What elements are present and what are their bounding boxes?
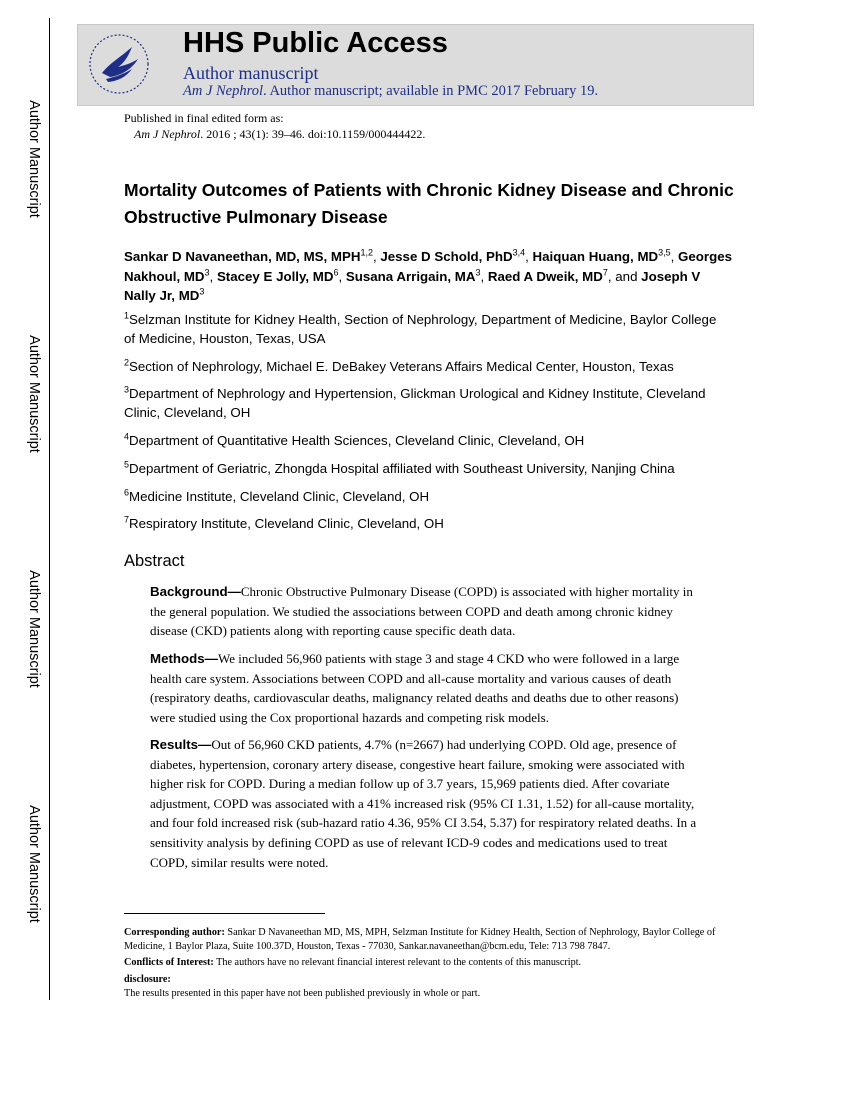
affiliation: $^3$Department of Nephrology and Hypertension, Glickman Urological and Kidney Institute, Cleveland Clinic, Cleveland, OH (124, 384, 706, 420)
affiliation: $^5$Department of Geriatric, Zhongda Hospital affiliated with Southeast University, Nanjing China (124, 459, 675, 476)
published-info: Published in final edited form as: Am J Nephrol. 2016 ; 43(1): 39–46. doi:10.1159/000444422. (124, 111, 426, 141)
affiliation: $^1$Selzman Institute for Kidney Health, Section of Nephrology, Department of Medicine, Baylor College of Medicine, Houston, Texas, USA (124, 310, 717, 346)
author-list: Sankar D Navaneethan, MD, MS, MPH$^{1,2}$, Jesse D Schold, PhD$^{3,4}$, Haiquan Huang, MD$^{3,5}$, Georges Nakhoul, $MD^3$, Stacey E Jolly, $MD^6$, Susana Arrigain, $MA^3$, Raed A Dweik, $MD^7$, and Joseph V Nally Jr, $MD^3$ (124, 247, 732, 303)
affiliation: $^6$Medicine Institute, Cleveland Clinic, Cleveland, OH (124, 487, 430, 504)
margin-rule (49, 18, 50, 1000)
hhs-eagle-logo-icon (88, 33, 150, 95)
article-title: Mortality Outcomes of Patients with Chronic Kidney Disease and Chronic Obstructive Pulmonary Disease (124, 180, 734, 227)
hhs-header-banner (77, 24, 754, 106)
affiliation: $^2$Section of Nephrology, Michael E. DeBakey Veterans Affairs Medical Center, Houston, Texas (124, 357, 674, 374)
hhs-title: HHS Public Access (183, 27, 448, 59)
affiliation: $^4$Department of Quantitative Health Sciences, Cleveland Clinic, Cleveland, OH (124, 431, 585, 448)
conflicts-of-interest: Conflicts of Interest: The authors have no relevant financial interest relevant to the contents of this manuscript. (124, 957, 582, 968)
pmc-citation: Am J Nephrol. Author manuscript; available in PMC 2017 February 19. (183, 83, 599, 99)
abstract-background: Background—Chronic Obstructive Pulmonary Disease (COPD) is associated with higher mortality in the general population. We studied the associations between COPD and death among chronic kidney disease (CKD) patients along with reporting cause specific death data. (150, 584, 693, 639)
abstract-results: Results—Out of 56,960 CKD patients, 4.7% (n=2667) had underlying COPD. Old age, presence of diabetes, hypertension, coronary artery disease, congestive heart failure, smoking were associated with higher risk for COPD. During a median follow up of 3.7 years, 15,969 patients died. After covariate adjustment, COPD was associated with a 41% increased risk (95% CI 1.31, 1.52) for all-cause mortality, and four fold increased risk (sub-hazard ratio 4.36, 95% CI 3.54, 5.37) for respiratory related deaths. In a sensitivity analysis by defining COPD as use of relevant ICD-9 codes and medications used to treat COPD, similar results were noted. (150, 737, 697, 870)
footnote-rule (124, 913, 325, 914)
disclosure: disclosure: The results presented in this paper have not been published previously in whole or part. (124, 974, 481, 999)
affiliation: $^7$Respiratory Institute, Cleveland Clinic, Cleveland, OH (124, 514, 444, 531)
abstract-heading: Abstract (124, 552, 185, 570)
manuscript-type: Author manuscript (183, 63, 319, 83)
corresponding-author: Corresponding author: Sankar D Navaneethan MD, MS, MPH, Selzman Institute for Kidney Health, Section of Nephrology, Baylor College of Medicine, 1 Baylor Plaza, Suite 100.37D, Houston, Texas - 77030, Sankar.navaneethan@bcm.edu, Tele: 713 798 7847. (124, 927, 716, 952)
abstract-methods: Methods—We included 56,960 patients with stage 3 and stage 4 CKD who were followed in a large health care system. Associations between COPD and all-cause mortality and various causes of death (respiratory deaths, cardiovascular deaths, malignancy related deaths and deaths due to other reasons) were studied using the Cox proportional hazards and competing risk models. (150, 651, 680, 725)
